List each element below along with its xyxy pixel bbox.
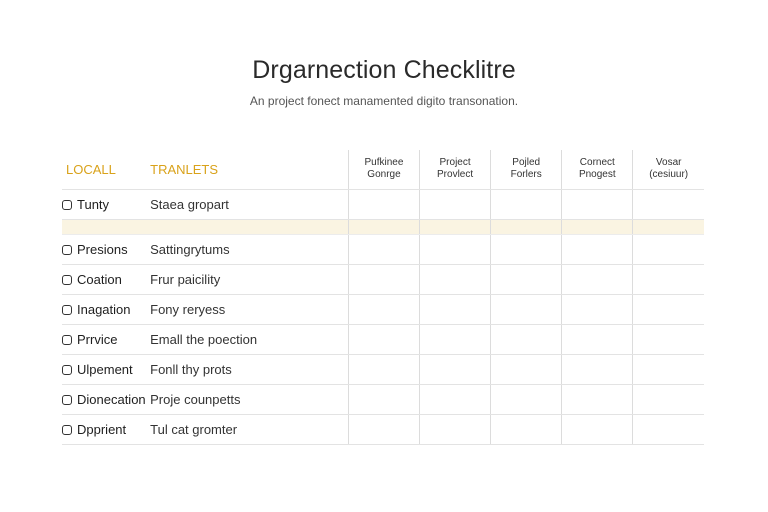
stage-cell[interactable] xyxy=(562,414,633,444)
spacer-cell xyxy=(633,219,704,234)
column-header-stage-1 xyxy=(348,150,419,189)
stage-cell[interactable] xyxy=(633,294,704,324)
column-header-stage-2 xyxy=(420,150,491,189)
stage-cell[interactable] xyxy=(562,354,633,384)
stage-cell[interactable] xyxy=(348,294,419,324)
table-header-row xyxy=(62,150,704,189)
table-row xyxy=(62,234,704,264)
row-item xyxy=(62,234,150,264)
stage-cell[interactable] xyxy=(348,384,419,414)
row-label: Tunty xyxy=(77,196,110,212)
row-label: Presions xyxy=(77,241,128,257)
row-item xyxy=(62,189,150,219)
row-item xyxy=(62,324,150,354)
row-description: Staea gropart xyxy=(150,189,348,219)
stage-cell[interactable] xyxy=(420,354,491,384)
stage-4-line2: Pnogest xyxy=(578,169,616,181)
stage-cell[interactable] xyxy=(420,189,491,219)
stage-cell[interactable] xyxy=(633,264,704,294)
spacer-cell xyxy=(62,219,150,234)
table-row xyxy=(62,189,704,219)
highlighted-row xyxy=(62,219,704,234)
checkbox[interactable] xyxy=(62,395,72,405)
stage-1-line1: Pufkinee xyxy=(364,157,404,169)
stage-cell[interactable] xyxy=(633,384,704,414)
table-row xyxy=(62,384,704,414)
stage-cell[interactable] xyxy=(562,189,633,219)
stage-3-line1: Pojled xyxy=(512,157,541,169)
table-row xyxy=(62,414,704,444)
row-label: Dpprient xyxy=(77,421,127,437)
stage-cell[interactable] xyxy=(420,384,491,414)
stage-cell[interactable] xyxy=(491,324,562,354)
row-description: Emall the poection xyxy=(150,324,348,354)
stage-cell[interactable] xyxy=(348,234,419,264)
page-subtitle: An project fonect manamented digito transonation. xyxy=(249,94,519,108)
stage-cell[interactable] xyxy=(491,294,562,324)
column-header-stage-4 xyxy=(562,150,633,189)
row-label: Inagation xyxy=(77,301,131,317)
stage-cell[interactable] xyxy=(420,264,491,294)
spacer-cell xyxy=(491,219,562,234)
stage-cell[interactable] xyxy=(562,234,633,264)
table-row xyxy=(62,354,704,384)
checkbox[interactable] xyxy=(62,305,72,315)
stage-cell[interactable] xyxy=(348,414,419,444)
page-title: Drgarnection Checklitre xyxy=(252,56,516,84)
stage-3-line2: Forlers xyxy=(510,169,542,181)
stage-cell[interactable] xyxy=(420,234,491,264)
column-header-stage-3 xyxy=(491,150,562,189)
stage-cell[interactable] xyxy=(491,264,562,294)
row-item xyxy=(62,294,150,324)
spacer-cell xyxy=(420,219,491,234)
stage-cell[interactable] xyxy=(420,414,491,444)
row-label: Dionecation xyxy=(77,391,146,407)
row-description: Proje counpetts xyxy=(150,384,348,414)
stage-cell[interactable] xyxy=(420,294,491,324)
stage-cell[interactable] xyxy=(491,354,562,384)
stage-cell[interactable] xyxy=(348,264,419,294)
stage-cell[interactable] xyxy=(562,384,633,414)
spacer-cell xyxy=(562,219,633,234)
checkbox[interactable] xyxy=(62,275,72,285)
checklist-table xyxy=(62,150,704,445)
stage-5-line2: (cesiuur) xyxy=(649,169,689,181)
column-header-item: LOCALL xyxy=(62,150,150,189)
table-row xyxy=(62,264,704,294)
row-item xyxy=(62,264,150,294)
stage-cell[interactable] xyxy=(491,234,562,264)
row-item xyxy=(62,384,150,414)
row-label: Ulpement xyxy=(77,361,133,377)
checkbox[interactable] xyxy=(62,245,72,255)
row-description: Frur paicility xyxy=(150,264,348,294)
stage-cell[interactable] xyxy=(420,324,491,354)
stage-1-line2: Gonrge xyxy=(367,169,401,181)
spacer-cell xyxy=(348,219,419,234)
stage-cell[interactable] xyxy=(562,264,633,294)
stage-cell[interactable] xyxy=(491,414,562,444)
row-description: Fony reryess xyxy=(150,294,348,324)
checkbox[interactable] xyxy=(62,365,72,375)
column-header-stage-5 xyxy=(633,150,704,189)
row-label: Prrvice xyxy=(77,331,118,347)
row-label: Coation xyxy=(77,271,122,287)
stage-cell[interactable] xyxy=(633,414,704,444)
row-description: Fonll thy prots xyxy=(150,354,348,384)
stage-cell[interactable] xyxy=(562,324,633,354)
stage-cell[interactable] xyxy=(348,354,419,384)
stage-cell[interactable] xyxy=(633,324,704,354)
stage-2-line1: Project xyxy=(439,157,471,169)
stage-4-line1: Cornect xyxy=(579,157,615,169)
table-row xyxy=(62,324,704,354)
stage-cell[interactable] xyxy=(633,354,704,384)
spacer-cell xyxy=(150,219,348,234)
checkbox[interactable] xyxy=(62,200,72,210)
stage-cell[interactable] xyxy=(633,189,704,219)
stage-5-line1: Vosar xyxy=(655,157,682,169)
row-item xyxy=(62,354,150,384)
row-description: Sattingrytums xyxy=(150,234,348,264)
checkbox[interactable] xyxy=(62,425,72,435)
stage-cell[interactable] xyxy=(491,384,562,414)
checkbox[interactable] xyxy=(62,335,72,345)
stage-2-line2: Provlect xyxy=(437,169,474,181)
stage-cell[interactable] xyxy=(348,189,419,219)
column-header-description: TRANLETS xyxy=(150,150,348,189)
table-row xyxy=(62,294,704,324)
row-description: Tul cat gromter xyxy=(150,414,348,444)
stage-cell[interactable] xyxy=(491,189,562,219)
stage-cell[interactable] xyxy=(633,234,704,264)
row-item xyxy=(62,414,150,444)
stage-cell[interactable] xyxy=(562,294,633,324)
stage-cell[interactable] xyxy=(348,324,419,354)
